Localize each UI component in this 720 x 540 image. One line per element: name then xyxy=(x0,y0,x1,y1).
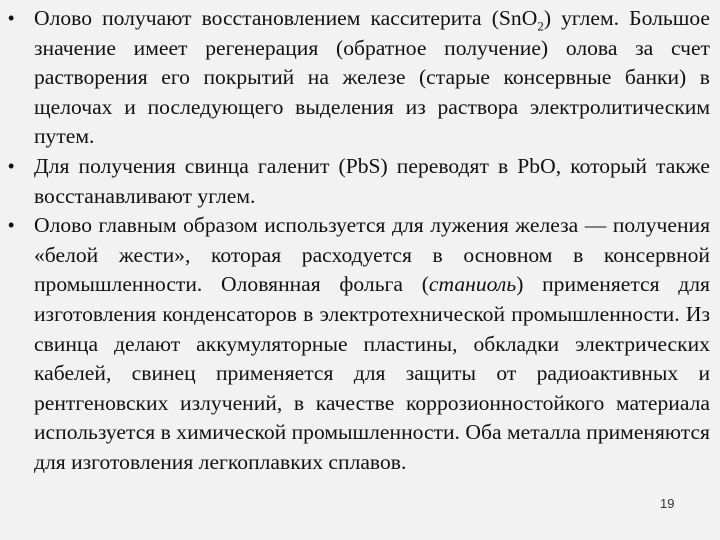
bullet-marker: • xyxy=(8,215,15,236)
bullet-text: Олово главным образом используется для лужения железа — получения «белой жести», которая расходуется в основном в консервной промышленности. Оловянная фольга ( xyxy=(34,213,710,297)
subscript-2: 2 xyxy=(537,18,544,34)
page-number: 19 xyxy=(660,496,675,511)
bullet-text: Для получения свинца галенит (PbS) переводят в PbO, который также восстанавливают углем. xyxy=(34,153,710,208)
bullet-marker: • xyxy=(8,8,15,28)
bullet-item-lead-production xyxy=(8,152,710,211)
bullet-marker: • xyxy=(8,155,15,176)
bullet-item-tin-production xyxy=(8,4,710,152)
bullet-list xyxy=(8,4,710,478)
bullet-text-continued: ) углем. Большое значение имеет регенерация (обратное получение) олова за счет растворения его покрытий на железе (старые консервные банки) в щелочах и последующего выделения из раствора электролитическим путем. xyxy=(34,6,710,149)
italic-term-staniol: станиоль xyxy=(428,272,517,297)
bullet-item-uses xyxy=(8,211,710,477)
bullet-text: Олово получают восстановлением касситерита (SnO xyxy=(34,6,538,30)
bullet-text-continued: ) применяется для изготовления конденсаторов в электротехнической промышленности. Из свинца делают аккумуляторные пластины, обкладки электрических кабелей, свинец применяется для защиты от радиоактивных и рентгеновских излучений, в качестве коррозионностойкого материала используется в химической промышленности. Оба металла применяются для изготовления легкоплавких сплавов. xyxy=(34,272,710,474)
